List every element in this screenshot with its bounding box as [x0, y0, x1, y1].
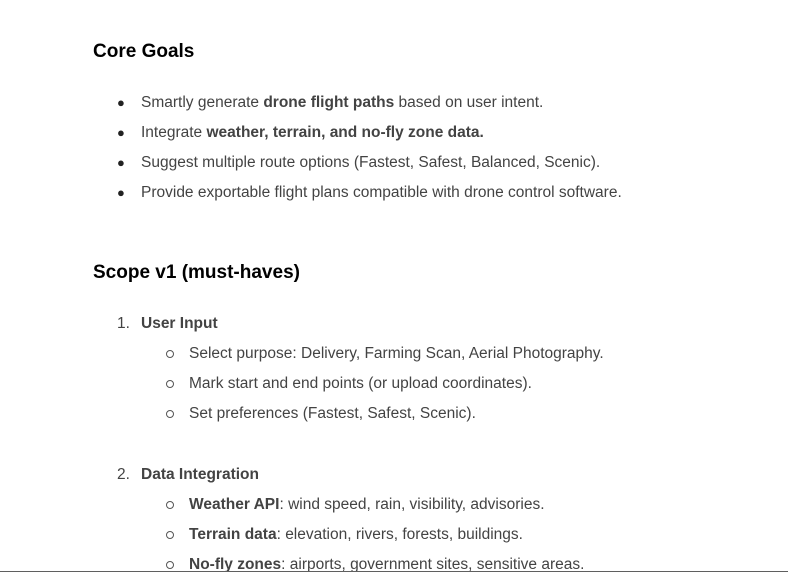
item-text: Integrate: [141, 124, 207, 141]
item-text: : elevation, rivers, forests, buildings.: [276, 526, 523, 543]
item-bold-text: weather, terrain, and no-fly zone data.: [206, 124, 484, 141]
core-goals-heading: Core Goals: [93, 41, 195, 62]
item-text: Suggest multiple route options (Fastest, Safest, Balanced, Scenic).: [141, 154, 601, 171]
circle-bullet-icon: [166, 501, 174, 509]
circle-bullet-icon: [166, 410, 174, 418]
circle-bullet-icon: [166, 531, 174, 539]
section-number: 2.: [117, 466, 130, 483]
item-text: Mark start and end points (or upload coordinates).: [189, 375, 532, 392]
item-text: Select purpose: Delivery, Farming Scan, Aerial Photography.: [189, 345, 604, 362]
circle-bullet-icon: [166, 380, 174, 388]
item-text: Set preferences (Fastest, Safest, Scenic).: [189, 405, 476, 422]
item-text: based on user intent.: [394, 94, 544, 111]
section-title: User Input: [141, 315, 218, 332]
section-title: Data Integration: [141, 466, 259, 483]
bullet-icon: ●: [117, 155, 125, 170]
scope-heading: Scope v1 (must-haves): [93, 262, 300, 283]
bullet-icon: ●: [117, 185, 125, 200]
item-bold-text: Weather API: [189, 496, 280, 513]
item-text: Smartly generate: [141, 94, 264, 111]
item-bold-text: Terrain data: [189, 526, 277, 543]
item-bold-text: drone flight paths: [263, 94, 395, 111]
section-number: 1.: [117, 315, 130, 332]
item-text: : airports, government sites, sensitive areas.: [281, 556, 585, 572]
bullet-icon: ●: [117, 125, 125, 140]
circle-bullet-icon: [166, 561, 174, 569]
item-text: : wind speed, rain, visibility, advisories.: [279, 496, 545, 513]
item-text: Provide exportable flight plans compatible with drone control software.: [141, 184, 622, 201]
bullet-icon: ●: [117, 95, 125, 110]
circle-bullet-icon: [166, 350, 174, 358]
item-bold-text: No-fly zones: [189, 556, 282, 572]
